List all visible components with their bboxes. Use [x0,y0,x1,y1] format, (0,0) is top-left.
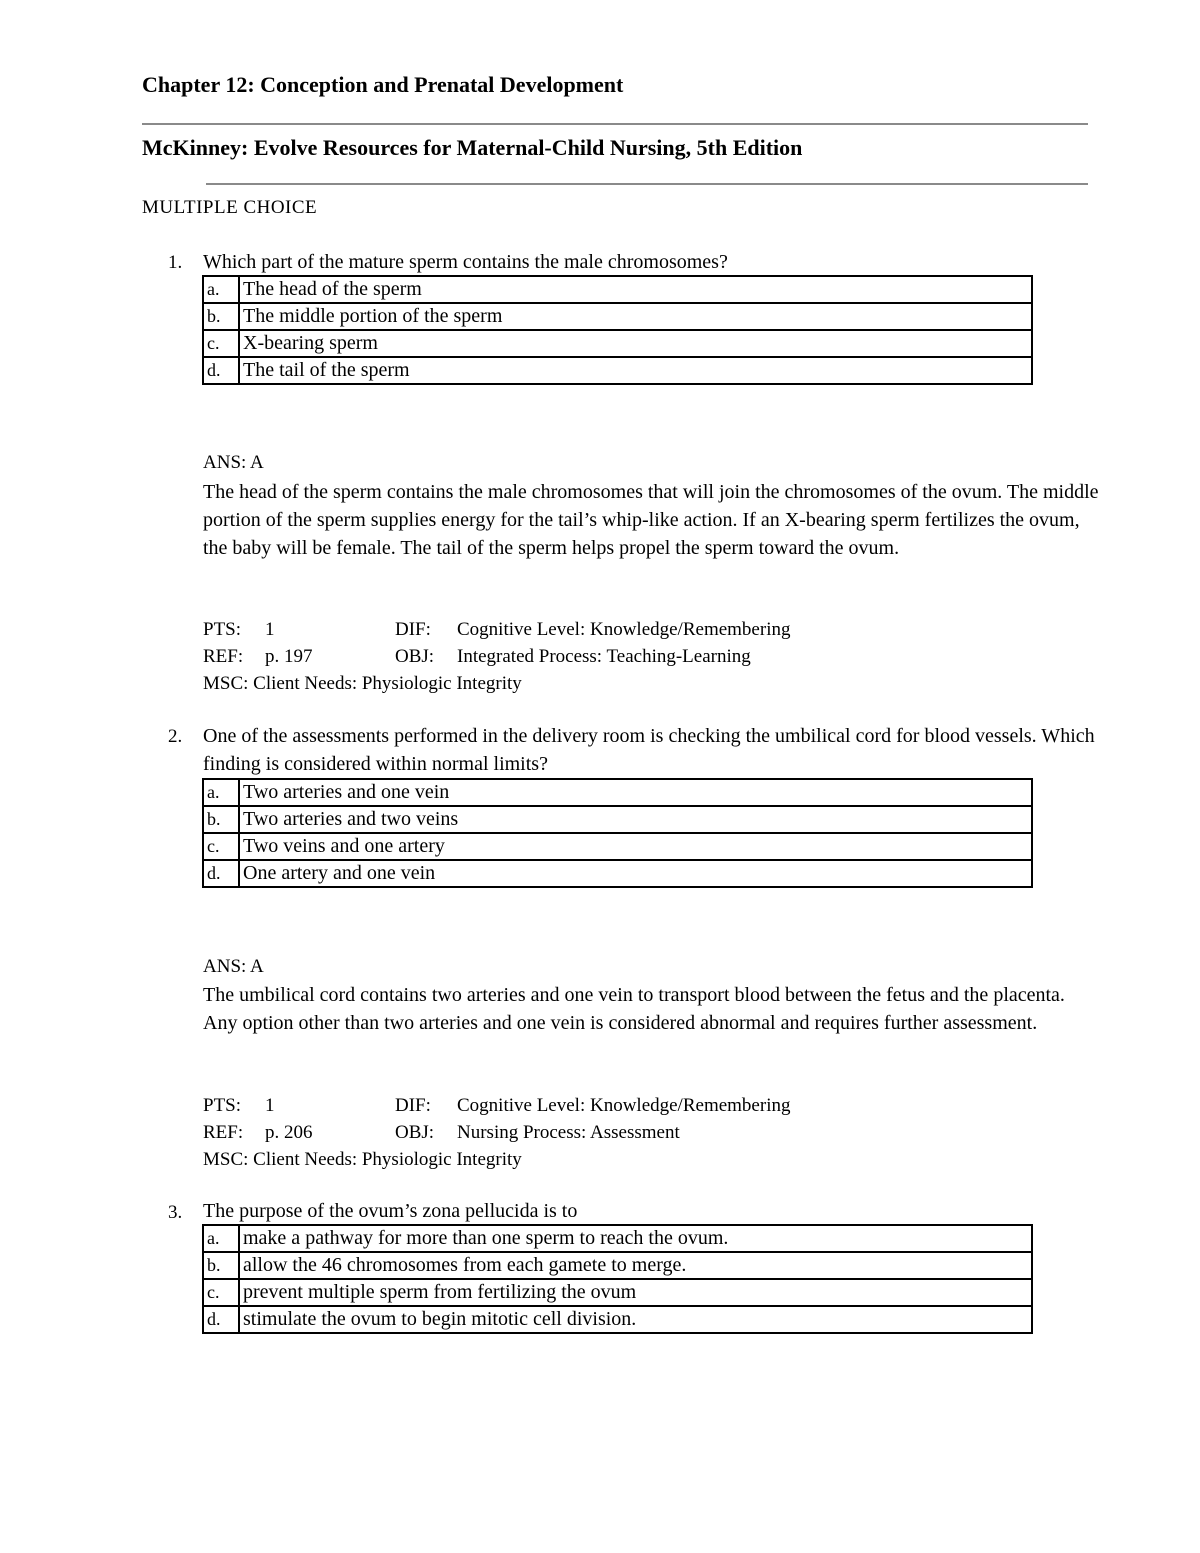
option-text: One artery and one vein [239,860,1032,887]
answer-options-table [202,778,1033,888]
subtitle-divider [206,183,1088,185]
option-text: X-bearing sperm [239,330,1032,357]
question-text: Which part of the mature sperm contains the male chromosomes? [203,251,728,273]
option-letter: d. [203,1306,239,1333]
option-text: make a pathway for more than one sperm to reach the ovum. [239,1225,1032,1252]
question-number: 2. [168,726,183,747]
header-divider [142,123,1088,125]
option-letter: b. [203,806,239,833]
option-row [203,779,1032,806]
option-text: Two arteries and two veins [239,806,1032,833]
option-letter: b. [203,303,239,330]
question-text: One of the assessments performed in the delivery room is checking the umbilical cord for blood vessels. Which finding is considered within normal limits? [203,725,1095,775]
option-letter: c. [203,833,239,860]
option-text: The tail of the sperm [239,357,1032,384]
option-row [203,357,1032,384]
option-letter: a. [203,779,239,806]
question-text: The purpose of the ovum’s zona pellucida is to [203,1200,578,1222]
msc-line: MSC: Client Needs: Physiologic Integrity [203,1149,522,1170]
answer-key: ANS: A [203,956,264,977]
question-number: 3. [168,1202,183,1223]
ref-value: p. 197 [265,646,313,667]
pts-value: 1 [265,1095,275,1116]
msc-line: MSC: Client Needs: Physiologic Integrity [203,673,522,694]
option-row [203,860,1032,887]
option-row [203,276,1032,303]
option-letter: b. [203,1252,239,1279]
obj-value: Integrated Process: Teaching-Learning [457,646,751,667]
option-letter: a. [203,276,239,303]
dif-value: Cognitive Level: Knowledge/Remembering [457,1095,791,1116]
answer-options-table [202,1224,1033,1334]
option-row [203,1306,1032,1333]
chapter-title: Chapter 12: Conception and Prenatal Development [142,72,624,97]
option-text: Two arteries and one vein [239,779,1032,806]
option-text: The head of the sperm [239,276,1032,303]
option-text: The middle portion of the sperm [239,303,1032,330]
dif-value: Cognitive Level: Knowledge/Remembering [457,619,791,640]
obj-label: OBJ: [395,1122,435,1143]
rationale-text: The head of the sperm contains the male chromosomes that will join the chromosomes of the ovum. The middle portion of the sperm supplies energy for the tail’s whip-like action. If an X-bearing sperm fertilizes the ovum, the baby will be female. The tail of the sperm helps propel the sperm toward the ovum. [203,481,1099,559]
option-row [203,330,1032,357]
option-letter: d. [203,860,239,887]
obj-label: OBJ: [395,646,435,667]
option-row [203,303,1032,330]
option-row [203,1279,1032,1306]
answer-key: ANS: A [203,452,264,473]
option-text: stimulate the ovum to begin mitotic cell division. [239,1306,1032,1333]
answer-options-table [202,275,1033,385]
option-letter: c. [203,1279,239,1306]
ref-value: p. 206 [265,1122,313,1143]
option-letter: d. [203,357,239,384]
book-subtitle: McKinney: Evolve Resources for Maternal-Child Nursing, 5th Edition [142,135,803,160]
option-row [203,833,1032,860]
dif-label: DIF: [395,1095,431,1116]
pts-value: 1 [265,619,275,640]
option-text: Two veins and one artery [239,833,1032,860]
option-row [203,1225,1032,1252]
option-text: prevent multiple sperm from fertilizing the ovum [239,1279,1032,1306]
question-number: 1. [168,252,183,273]
option-text: allow the 46 chromosomes from each gamete to merge. [239,1252,1032,1279]
option-row [203,1252,1032,1279]
pts-label: PTS: [203,619,242,640]
dif-label: DIF: [395,619,431,640]
option-letter: c. [203,330,239,357]
rationale-text: The umbilical cord contains two arteries and one vein to transport blood between the fetus and the placenta. Any option other than two arteries and one vein is considered abnormal and requires further assessment. [203,984,1065,1034]
ref-label: REF: [203,646,244,667]
ref-label: REF: [203,1122,244,1143]
option-row [203,806,1032,833]
pts-label: PTS: [203,1095,242,1116]
obj-value: Nursing Process: Assessment [457,1122,680,1143]
option-letter: a. [203,1225,239,1252]
section-heading: MULTIPLE CHOICE [142,197,318,218]
